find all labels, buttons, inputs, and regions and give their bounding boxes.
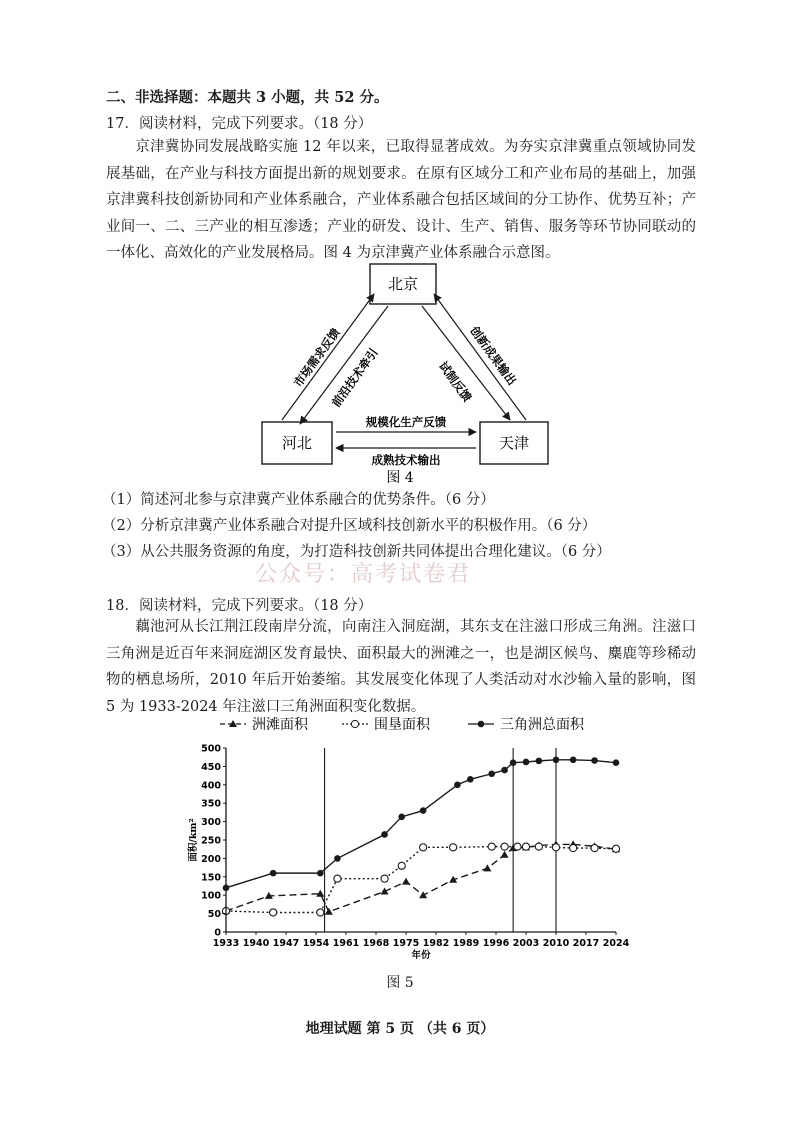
legend-marker-hollow [351, 720, 358, 727]
data-point-filled [536, 758, 543, 765]
y-tick-label: 250 [201, 835, 221, 847]
data-point-hollow [612, 845, 619, 852]
x-tick-label: 1947 [272, 938, 300, 949]
x-tick-label: 1996 [482, 938, 510, 949]
data-point-hollow [522, 843, 529, 850]
section-heading: 二、非选择题：本题共 3 小题，共 52 分。 [106, 89, 389, 106]
data-point-hollow [501, 843, 508, 850]
y-tick-label: 200 [201, 853, 221, 865]
q17-title: 17．阅读材料，完成下列要求。（18 分） [106, 116, 373, 132]
x-tick-label: 2017 [572, 938, 600, 949]
y-tick-label: 50 [207, 909, 221, 921]
x-tick-label: 2003 [512, 938, 540, 949]
series-line-0 [226, 844, 616, 911]
q18-title: 18．阅读材料，完成下列要求。（18 分） [106, 598, 373, 614]
arrow-label-trial-feedback: 试制反馈 [436, 358, 475, 405]
arrow-label-frontier-tech: 前沿技术牵引 [328, 345, 381, 410]
x-tick-label: 1933 [212, 938, 240, 949]
data-point-filled [523, 759, 530, 766]
legend-label: 围垦面积 [374, 717, 430, 733]
q17-sub1: （1）简述河北参与京津冀产业体系融合的优势条件。（6 分） [102, 492, 495, 508]
page-footer: 地理试题 第 5 页 （共 6 页） [305, 1021, 495, 1037]
y-tick-label: 300 [201, 817, 221, 829]
data-point-triangle [501, 851, 509, 858]
beijing-label: 北京 [387, 275, 419, 293]
x-tick-label: 2010 [542, 938, 570, 949]
y-tick-label: 100 [201, 890, 221, 902]
data-point-hollow [270, 909, 277, 916]
data-point-filled [454, 782, 461, 789]
x-tick-label: 1989 [452, 938, 480, 949]
figure4-caption: 图 4 [386, 470, 414, 486]
figure5-chart [180, 710, 630, 1000]
legend-label: 三角洲总面积 [500, 717, 584, 733]
x-tick-label: 1961 [332, 938, 360, 949]
data-point-hollow [552, 844, 559, 851]
y-tick-label: 450 [201, 761, 221, 773]
data-point-hollow [381, 875, 388, 882]
data-point-filled [510, 759, 517, 766]
x-tick-label: 1940 [242, 938, 270, 949]
series-line-2 [226, 760, 616, 888]
data-point-hollow [420, 844, 427, 851]
figure5-caption: 图 5 [386, 975, 414, 991]
data-point-triangle [381, 888, 389, 895]
y-tick-label: 0 [214, 927, 221, 939]
arrow-label-mature-tech: 成熟技术输出 [371, 453, 441, 467]
y-tick-label: 350 [201, 798, 221, 810]
data-point-filled [613, 759, 620, 766]
data-point-triangle [325, 908, 333, 915]
data-point-triangle [402, 878, 410, 885]
arrow-label-market-feedback: 市场需求反馈 [290, 325, 343, 390]
watermark-text: 公众号：高考试卷君 [255, 562, 472, 587]
y-tick-label: 400 [201, 780, 221, 792]
x-tick-label: 2024 [602, 938, 630, 949]
data-point-hollow [488, 843, 495, 850]
data-point-filled [570, 756, 577, 763]
y-axis-title: 面积/km² [188, 818, 199, 862]
figure4-diagram [240, 262, 560, 492]
q17-sub2: （2）分析京津冀产业体系融合对提升区域科技创新水平的积极作用。（6 分） [102, 518, 597, 534]
data-point-filled [398, 814, 405, 821]
data-point-filled [420, 807, 427, 814]
legend-marker-filled [478, 721, 485, 728]
data-point-filled [381, 831, 388, 838]
data-point-hollow [334, 875, 341, 882]
data-point-filled [270, 870, 277, 877]
data-point-filled [591, 757, 598, 764]
data-point-filled [553, 756, 560, 763]
y-tick-label: 150 [201, 872, 221, 884]
data-point-hollow [535, 843, 542, 850]
x-tick-label: 1968 [362, 938, 390, 949]
x-tick-label: 1975 [392, 938, 420, 949]
legend-label: 洲滩面积 [252, 717, 308, 733]
data-point-filled [488, 770, 495, 777]
x-tick-label: 1982 [422, 938, 450, 949]
data-point-filled [317, 870, 324, 877]
q18-material: 藕池河从长江荆江段南岸分流，向南注入洞庭湖，其东支在注滋口形成三角洲。注滋口三角洲是近百年来洞庭湖区发育最快、面积最大的洲滩之一，也是湖区候鸟、麋鹿等珍稀动物的栖息场所，2010 年后开始萎缩。其发展变化体现了人类活动对水沙输入量的影响，图 5 为 1933-2024 年注滋口三角洲面积变化数据。 [106, 619, 696, 715]
data-point-filled [467, 776, 474, 783]
data-point-hollow [570, 844, 577, 851]
q17-sub3: （3）从公共服务资源的角度，为打造科技创新共同体提出合理化建议。（6 分） [102, 544, 611, 560]
tianjin-label: 天津 [498, 434, 530, 452]
x-axis-title: 年份 [411, 950, 431, 961]
data-point-hollow [514, 843, 521, 850]
data-point-triangle [483, 864, 491, 871]
data-point-filled [501, 767, 508, 774]
data-point-hollow [591, 844, 598, 851]
data-point-filled [334, 855, 341, 862]
data-point-hollow [398, 862, 405, 869]
x-tick-label: 1954 [302, 938, 330, 949]
y-tick-label: 500 [201, 743, 221, 755]
q17-material: 京津冀协同发展战略实施 12 年以来，已取得显著成效。为夯实京津冀重点领域协同发展基础，在产业与科技方面提出新的规划要求。在原有区域分工和产业布局的基础上，加强京津冀科技创新协同和产业体系融合，产业体系融合包括区域间的分工协作、优势互补；产业间一、二、三产业的相互渗透；产业的研发、设计、生产、销售、服务等环节协同联动的一体化、高效化的产业发展格局。图 4 为京津冀产业体系融合示意图。 [106, 139, 696, 261]
series-line-1 [226, 847, 616, 913]
hebei-label: 河北 [281, 434, 313, 452]
data-point-triangle [419, 891, 427, 898]
arrow-label-scale-feedback: 规模化生产反馈 [365, 415, 447, 429]
arrow-label-innovation-output: 创新成果输出 [467, 323, 520, 388]
data-point-hollow [450, 844, 457, 851]
data-point-hollow [317, 909, 324, 916]
